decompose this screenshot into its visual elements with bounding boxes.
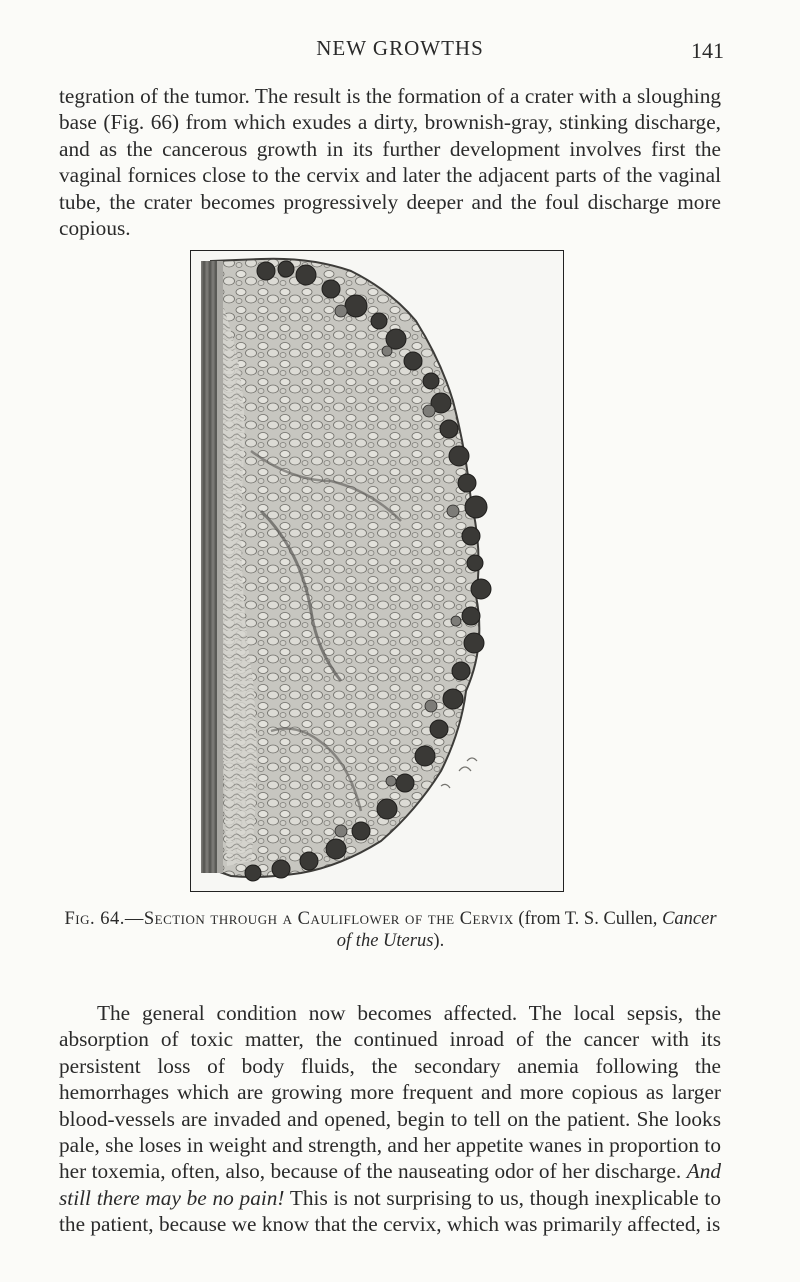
tissue-section-illustration <box>191 251 562 890</box>
page-number: 141 <box>691 38 724 63</box>
caption-label: Fig. 64. <box>64 909 125 929</box>
caption-source-title: Cancer of the Uterus <box>336 909 717 951</box>
paragraph-text-end: This is not surprising to us, though inexplicable to the patient, because we know that the cervix, which was primarily affected, is <box>59 1185 721 1237</box>
caption-source-pre: (from T. S. Cullen, <box>513 909 663 929</box>
paragraph-general-condition <box>59 1000 721 1238</box>
caption-source-post: ). <box>433 931 445 951</box>
paragraph-emphasis: And still there may be no pain! <box>59 1159 721 1210</box>
running-header <box>0 36 800 64</box>
figure-caption <box>58 908 723 952</box>
running-title: NEW GROWTHS <box>316 36 484 60</box>
figure-cervix-section <box>190 250 564 892</box>
caption-title: —Section through a Cauliflower of the Cervix <box>124 909 514 929</box>
paragraph-text-start: The general condition now becomes affected. The local sepsis, the absorption of toxic matter, the continued inroad of the cancer with its persistent loss of body fluids, the secondary anemia following the hemorrhages which are growing more frequent and more copious as larger blood-vessels are invaded and opened, begin to tell on the patient. She looks pale, she loses in weight and strength, and her appetite wanes in proportion to her toxemia, often, also, because of the nauseating odor of her discharge. <box>59 1001 721 1184</box>
paragraph-intro: tegration of the tumor. The result is the formation of a crater with a sloughing base (Fig. 66) from which exudes a dirty, brownish-gray, stinking discharge, and as the cancerous growth in its further development involves first the vaginal fornices close to the cervix and later the adjacent parts of the vaginal tube, the crater becomes progressively deeper and the foul discharge more copious. <box>59 84 721 241</box>
